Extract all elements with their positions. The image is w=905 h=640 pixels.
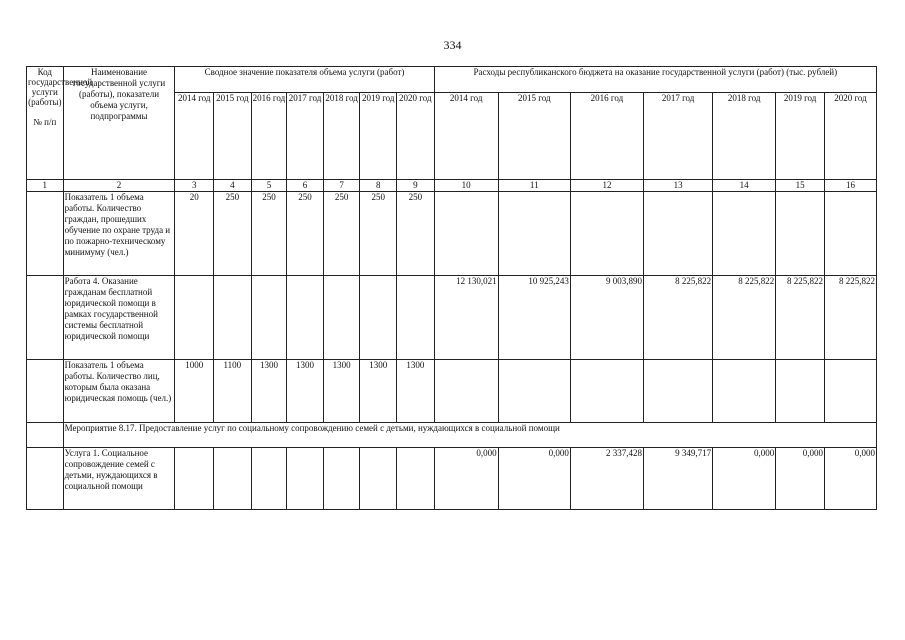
- row-code: [27, 192, 64, 276]
- expense-value: [570, 360, 643, 423]
- header-expense-year: 2014 год: [434, 93, 498, 180]
- expense-value: 9 003,890: [570, 276, 643, 360]
- page-number: 334: [443, 38, 462, 52]
- volume-value: [251, 448, 287, 510]
- expense-value: [713, 360, 776, 423]
- volume-value: [175, 448, 214, 510]
- expense-value: 9 349,717: [644, 448, 713, 510]
- header-volume-group: Сводное значение показателя объема услуги (работ): [175, 67, 434, 93]
- header-expense-group: Расходы республиканского бюджета на оказание государственной услуги (работ) (тыс. рублей): [434, 67, 876, 93]
- expense-table: [26, 66, 877, 510]
- section-title: Мероприятие 8.17. Предоставление услуг по социальному сопровождению семей с детьми, нуждающихся в социальной помощи: [63, 423, 876, 448]
- expense-value: [644, 360, 713, 423]
- expense-value: [713, 192, 776, 276]
- row-name: Работа 4. Оказание гражданам бесплатной юридической помощи в рамках государственной системы бесплатной юридической помощи: [63, 276, 175, 360]
- expense-value: 8 225,822: [713, 276, 776, 360]
- expense-value: [434, 192, 498, 276]
- volume-value: [214, 448, 252, 510]
- expense-value: [570, 192, 643, 276]
- volume-value: 1300: [287, 360, 324, 423]
- volume-value: [287, 448, 324, 510]
- header-expense-year: 2019 год: [776, 93, 825, 180]
- volume-value: 250: [251, 192, 287, 276]
- expense-value: 0,000: [713, 448, 776, 510]
- volume-value: 250: [360, 192, 397, 276]
- column-number: 16: [824, 180, 876, 192]
- expense-value: [644, 192, 713, 276]
- expense-value: 2 337,428: [570, 448, 643, 510]
- expense-value: 0,000: [824, 448, 876, 510]
- table-row: [27, 360, 877, 423]
- expense-value: 0,000: [498, 448, 570, 510]
- header-volume-year: 2018 год: [323, 93, 360, 180]
- header-volume-year: 2020 год: [397, 93, 435, 180]
- column-number: 4: [214, 180, 252, 192]
- expense-value: 10 925,243: [498, 276, 570, 360]
- volume-value: [360, 448, 397, 510]
- row-name: Услуга 1. Социальное сопровождение семей с детьми, нуждающихся в социальной помощи: [63, 448, 175, 510]
- column-number: 12: [570, 180, 643, 192]
- header-volume-year: 2015 год: [214, 93, 252, 180]
- column-number: 5: [251, 180, 287, 192]
- table-row: [27, 448, 877, 510]
- expense-value: [776, 192, 825, 276]
- volume-value: [397, 448, 435, 510]
- header-expense-year: 2020 год: [824, 93, 876, 180]
- column-number: 6: [287, 180, 324, 192]
- volume-value: [175, 276, 214, 360]
- volume-value: [214, 276, 252, 360]
- expense-value: [498, 360, 570, 423]
- column-number: 1: [27, 180, 64, 192]
- expense-value: [498, 192, 570, 276]
- header-volume-year: 2019 год: [360, 93, 397, 180]
- volume-value: 1300: [323, 360, 360, 423]
- column-number: 3: [175, 180, 214, 192]
- volume-value: [251, 276, 287, 360]
- header-volume-year: 2016 год: [251, 93, 287, 180]
- volume-value: [360, 276, 397, 360]
- header-expense-year: 2018 год: [713, 93, 776, 180]
- column-number: 8: [360, 180, 397, 192]
- header-name: Наименование государственной услуги (работы), показатели объема услуги, подпрограммы: [63, 67, 175, 180]
- expense-value: [776, 360, 825, 423]
- expense-value: 0,000: [434, 448, 498, 510]
- volume-value: 250: [323, 192, 360, 276]
- header-expense-year: 2016 год: [570, 93, 643, 180]
- volume-value: 1000: [175, 360, 214, 423]
- column-number: 13: [644, 180, 713, 192]
- volume-value: [323, 448, 360, 510]
- column-number: 15: [776, 180, 825, 192]
- expense-value: 8 225,822: [776, 276, 825, 360]
- volume-value: 1300: [360, 360, 397, 423]
- column-number: 2: [63, 180, 175, 192]
- volume-value: 250: [214, 192, 252, 276]
- header-code: Код государственной услуги (работы) № п/п: [27, 67, 64, 180]
- column-number: 7: [323, 180, 360, 192]
- header-volume-year: 2014 год: [175, 93, 214, 180]
- section-row: [27, 423, 877, 448]
- volume-value: 1300: [251, 360, 287, 423]
- table-row: [27, 192, 877, 276]
- expense-value: [434, 360, 498, 423]
- header-volume-year: 2017 год: [287, 93, 324, 180]
- column-number: 11: [498, 180, 570, 192]
- expense-value: [824, 360, 876, 423]
- volume-value: 250: [287, 192, 324, 276]
- column-number: 14: [713, 180, 776, 192]
- section-code: [27, 423, 64, 448]
- volume-value: 20: [175, 192, 214, 276]
- row-name: Показатель 1 объема работы. Количество лиц, которым была оказана юридическая помощь (чел.): [63, 360, 175, 423]
- column-number: 10: [434, 180, 498, 192]
- volume-value: 250: [397, 192, 435, 276]
- volume-value: [397, 276, 435, 360]
- volume-value: 1300: [397, 360, 435, 423]
- row-code: [27, 448, 64, 510]
- expense-value: 0,000: [776, 448, 825, 510]
- expense-value: 8 225,822: [824, 276, 876, 360]
- header-expense-year: 2017 год: [644, 93, 713, 180]
- expense-value: [824, 192, 876, 276]
- table-row: [27, 276, 877, 360]
- expense-value: 12 130,021: [434, 276, 498, 360]
- header-expense-year: 2015 год: [498, 93, 570, 180]
- row-code: [27, 276, 64, 360]
- volume-value: [323, 276, 360, 360]
- column-number: 9: [397, 180, 435, 192]
- expense-value: 8 225,822: [644, 276, 713, 360]
- row-code: [27, 360, 64, 423]
- volume-value: 1100: [214, 360, 252, 423]
- volume-value: [287, 276, 324, 360]
- row-name: Показатель 1 объема работы. Количество граждан, прошедших обучение по охране труда и по пожарно-техническому минимуму (чел.): [63, 192, 175, 276]
